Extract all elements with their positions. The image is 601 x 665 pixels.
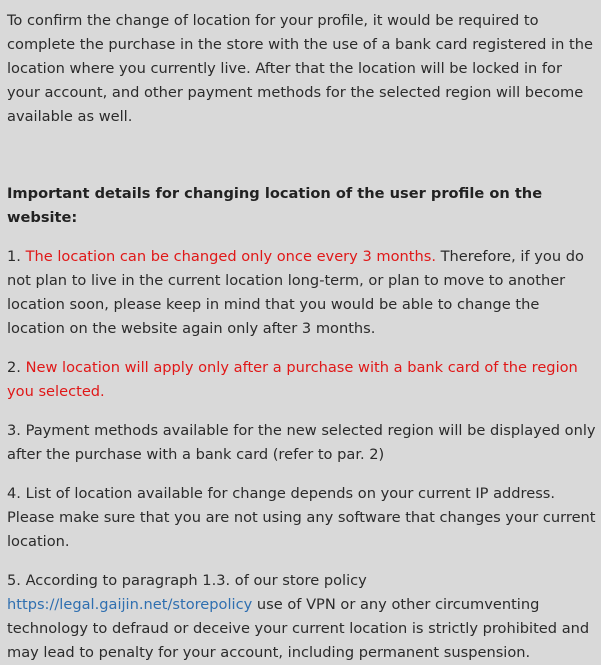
intro-paragraph: To confirm the change of location for your profile, it would be required to complete the purchase in the store with the use of a bank card registered in the location where you currently live. After that the location will be locked in for your account, and other payment methods for the selected region will become available as well. [7, 12, 593, 125]
item-text: Therefore, if you do not plan to live in the current location long-term, or plan to move to another location soon, please keep in mind that you would be able to change the location on the website again only after 3 months. [7, 248, 584, 337]
highlight-text: The location can be changed only once every 3 months. [25, 248, 436, 265]
list-item-3 [7, 419, 597, 467]
item-number: 4. [7, 485, 26, 502]
list-item-1 [7, 245, 597, 341]
list-item-4 [7, 482, 597, 554]
item-text: List of location available for change depends on your current IP address. Please make sure that you are not using any software that changes your current location. [7, 485, 596, 550]
item-text-before: According to paragraph 1.3. of our store policy [25, 572, 367, 589]
list-item-5 [7, 569, 597, 665]
important-details-heading: Important details for changing location of the user profile on the website: [7, 185, 543, 226]
item-text: Payment methods available for the new selected region will be displayed only after the purchase with a bank card (refer to par. 2) [7, 422, 596, 463]
item-number: 5. [7, 572, 26, 589]
item-number: 1. [7, 248, 26, 265]
item-text-after: use of VPN or any other circumventing technology to defraud or deceive your current location is strictly prohibited and may lead to penalty for your account, including permanent suspension. [7, 596, 590, 661]
item-number: 2. [7, 359, 26, 376]
highlight-text: New location will apply only after a purchase with a bank card of the region you selected. [7, 359, 578, 400]
list-item-2 [7, 356, 597, 404]
store-policy-link[interactable]: https://legal.gaijin.net/storepolicy [7, 596, 253, 613]
item-number: 3. [7, 422, 26, 439]
